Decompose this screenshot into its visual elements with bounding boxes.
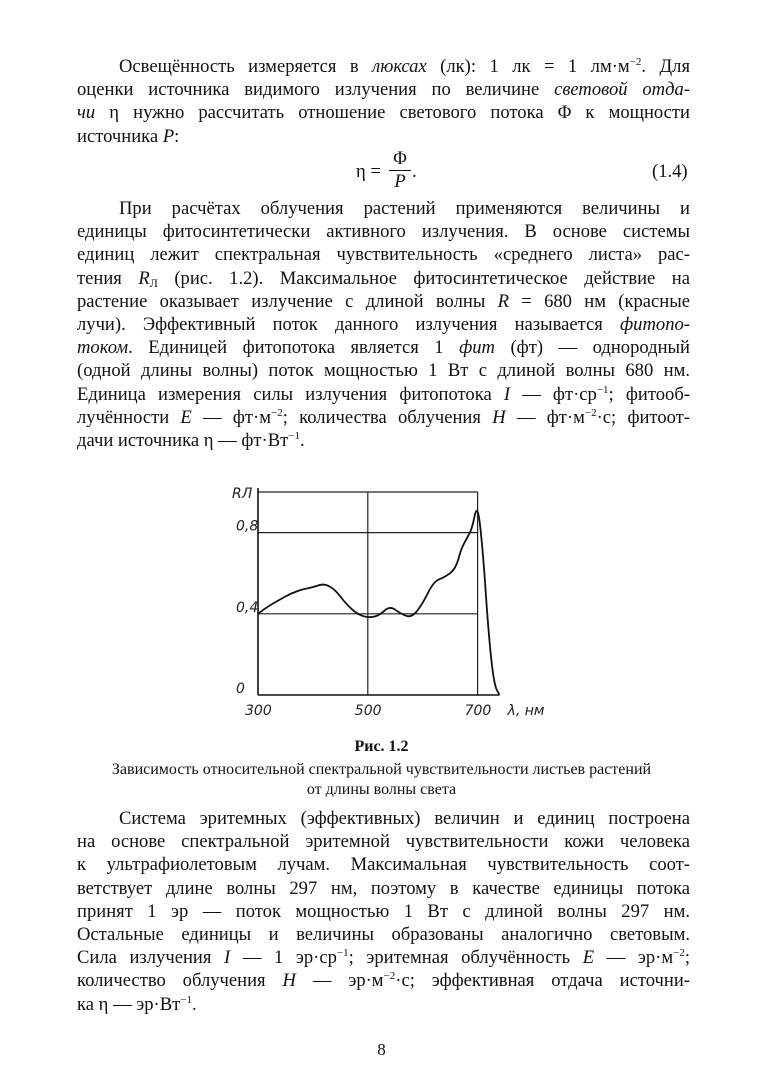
formula-tail: . xyxy=(412,161,417,182)
text-line: источника P: xyxy=(77,125,180,147)
figure-1-2 xyxy=(225,480,545,725)
y-tick-label: 0,4 xyxy=(236,599,259,616)
text-line: (одной длины волны) поток мощностью 1 Вт с длиной волны 680 нм. xyxy=(77,360,690,382)
text-line: дачи источника η — $фт\cdot Вт^{-1}$. xyxy=(77,429,305,451)
text-line: ветствует длине волны 297 нм, поэтому в качестве единицы потока xyxy=(77,877,690,899)
text-line: единицы фитосинтетически активного излучения. В основе системы xyxy=(77,221,690,243)
text-line: Единица измерения силы излучения фитопотока I — $фт\cdot ср^{-1}$; фитооб- xyxy=(77,383,690,405)
text-line: количество облучения H — $эр\cdot м^{-2}\cdot с$; эффективная отдача источни- xyxy=(77,970,690,992)
formula-1-4 xyxy=(0,148,763,194)
text-line: тения $R_Л$ (рис. 1.2). Максимальное фитосинтетическое действие на xyxy=(77,267,691,290)
x-tick-label: 700 xyxy=(464,703,492,719)
series-line-RЛ xyxy=(258,511,500,695)
text-line: Освещённость измеряется в люксах (лк): 1 лк = 1 $лм\cdot м^{-2}$. Для xyxy=(119,56,691,77)
paragraph-erythema xyxy=(77,807,690,1016)
formula-numerator: Φ xyxy=(393,148,407,169)
text-line: Остальные единицы и величины образованы аналогично световым. xyxy=(77,923,690,945)
paragraph-illuminance xyxy=(77,55,690,148)
text-line: Сила излучения I — 1 $эр\cdot ср^{-1}$; эритемная облучённость E — $эр\cdot м^{-2}$; xyxy=(77,947,690,969)
text-line: лучённости E — $фт\cdot м^{-2}$; количества облучения H — $фт\cdot м^{-2}\cdot с$; фитоот- xyxy=(77,406,690,428)
figure-caption-title: Рис. 1.2 xyxy=(354,738,409,755)
y-tick-label: 0,8 xyxy=(236,518,259,535)
y-axis-label: RЛ xyxy=(232,486,253,502)
text-line: Система эритемных (эффективных) величин и единиц построена xyxy=(119,808,690,829)
text-line: на основе спектральной эритемной чувствительности кожи человека xyxy=(77,831,690,853)
text-line: лучи). Эффективный поток данного излучения называется фитопо- xyxy=(77,313,690,335)
spectral-sensitivity-chart xyxy=(225,480,545,725)
page-number: 8 xyxy=(377,1040,386,1059)
x-axis-label: λ, нм xyxy=(507,703,545,719)
text-line: принят 1 эр — поток мощностью 1 Вт с длиной волны 297 нм. xyxy=(77,900,690,922)
paragraph-phyto xyxy=(77,197,690,452)
text-line: чи η нужно рассчитать отношение светового потока Φ к мощности xyxy=(77,102,690,124)
figure-caption-line: от длины волны света xyxy=(306,781,457,798)
formula-denominator: P xyxy=(394,171,406,192)
x-tick-label: 300 xyxy=(245,703,272,719)
text-line: единиц лежит спектральная чувствительность «среднего листа» рас- xyxy=(77,244,690,266)
chart-series xyxy=(258,511,500,695)
chart-tick-labels xyxy=(232,486,545,719)
text-line: растение оказывает излучение с длиной волны R = 680 нм (красные xyxy=(77,290,690,312)
formula-fraction xyxy=(389,148,411,193)
y-tick-label: 0 xyxy=(236,681,245,697)
figure-caption-line: Зависимость относительной спектральной чувствительности листьев растений xyxy=(111,761,652,778)
text-line: При расчётах облучения растений применяются величины и xyxy=(119,198,690,219)
equation-number: (1.4) xyxy=(652,161,688,182)
text-line: к ультрафиолетовым лучам. Максимальная чувствительность соот- xyxy=(77,854,690,876)
text-line: током. Единицей фитопотока является 1 фит (фт) — однородный xyxy=(77,337,690,359)
x-tick-label: 500 xyxy=(354,703,382,719)
formula-lhs: η = xyxy=(356,161,381,182)
text-line: оценки источника видимого излучения по величине световой отда- xyxy=(77,79,691,101)
text-line: ка η — $эр\cdot Вт^{-1}$. xyxy=(77,993,197,1015)
